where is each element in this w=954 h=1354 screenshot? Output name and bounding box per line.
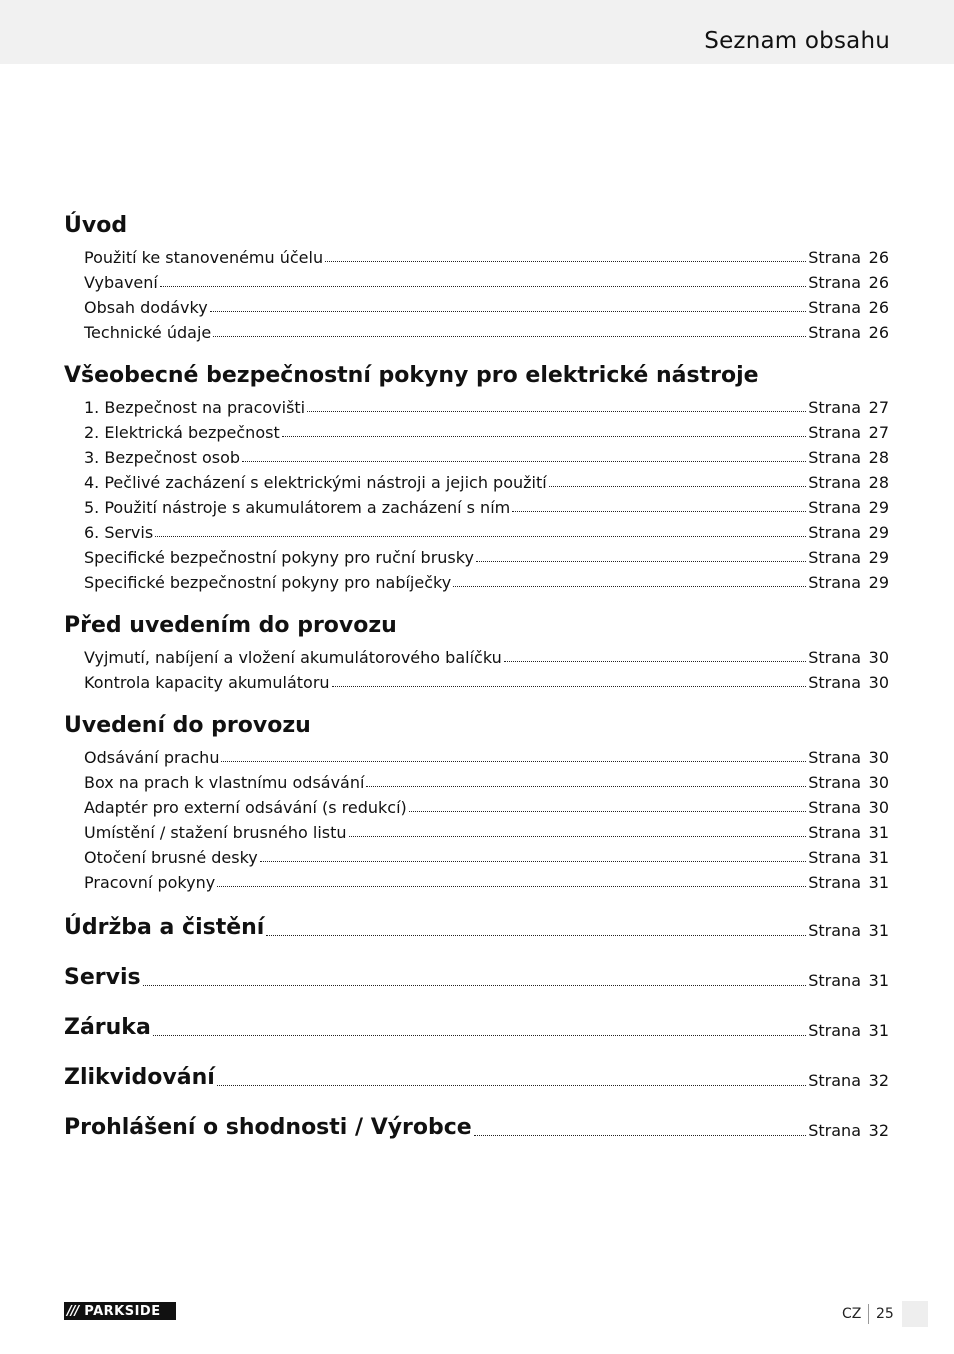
page-word: Strana: [808, 648, 861, 667]
page-number: 26: [868, 298, 889, 317]
page-number: 31: [868, 921, 889, 940]
toc-row-label: Vybavení: [84, 273, 158, 292]
page-number: 31: [868, 1021, 889, 1040]
toc-section-row[interactable]: [64, 1114, 889, 1142]
toc-row[interactable]: [84, 545, 889, 567]
page-number: 30: [868, 648, 889, 667]
page-word: Strana: [808, 523, 861, 542]
toc-row[interactable]: [84, 520, 889, 542]
dot-leader: [512, 511, 806, 512]
dot-leader: [332, 686, 807, 687]
toc-section-row[interactable]: [64, 1064, 889, 1092]
page-word: Strana: [808, 573, 861, 592]
toc-row[interactable]: [84, 495, 889, 517]
dot-leader: [549, 486, 807, 487]
toc-row[interactable]: [84, 270, 889, 292]
page-word: Strana: [808, 773, 861, 792]
toc-row[interactable]: [84, 570, 889, 592]
toc-section-row[interactable]: [64, 914, 889, 942]
dot-leader: [476, 561, 806, 562]
dot-leader: [155, 536, 806, 537]
page-number: 30: [868, 748, 889, 767]
dot-leader: [153, 1035, 806, 1036]
dot-leader: [160, 286, 806, 287]
dot-leader: [325, 261, 806, 262]
page-word: Strana: [808, 798, 861, 817]
toc-section-row[interactable]: [64, 964, 889, 992]
dot-leader: [504, 661, 807, 662]
section-title-declaration: Prohlášení o shodnosti / Výrobce: [64, 1115, 472, 1140]
page-word: Strana: [808, 398, 861, 417]
page-word: Strana: [808, 423, 861, 442]
section-title-operation: Uvedení do provozu: [64, 713, 311, 738]
dot-leader: [453, 586, 806, 587]
toc-row-label: Vyjmutí, nabíjení a vložení akumulátorového balíčku: [84, 648, 502, 667]
page-word: Strana: [808, 273, 861, 292]
toc-row-label: Obsah dodávky: [84, 298, 208, 317]
dot-leader: [242, 461, 806, 462]
page-word: Strana: [808, 1021, 861, 1040]
parkside-logo: [64, 1302, 176, 1320]
section-title-before-use: Před uvedením do provozu: [64, 613, 397, 638]
page-number: 29: [868, 523, 889, 542]
dot-leader: [217, 886, 806, 887]
page-number: 28: [868, 448, 889, 467]
toc-row[interactable]: [84, 870, 889, 892]
page-number: 27: [868, 423, 889, 442]
page-number: 30: [868, 798, 889, 817]
dot-leader: [260, 861, 806, 862]
toc-row[interactable]: [84, 320, 889, 342]
toc-row-label: 1. Bezpečnost na pracovišti: [84, 398, 306, 417]
page-number: 31: [868, 971, 889, 990]
page-word: Strana: [808, 448, 861, 467]
page-number: 31: [868, 848, 889, 867]
page-number: 29: [868, 548, 889, 567]
toc-row[interactable]: [84, 645, 889, 667]
page-word: Strana: [808, 248, 861, 267]
toc-row-label: Umístění / stažení brusného listu: [84, 823, 347, 842]
toc-row[interactable]: [84, 845, 889, 867]
page-number: 26: [868, 323, 889, 342]
section-title-service: Servis: [64, 965, 141, 990]
toc-row-label: 5. Použití nástroje s akumulátorem a zacházení s ním: [84, 498, 511, 517]
page-word: Strana: [808, 548, 861, 567]
toc-row[interactable]: [84, 295, 889, 317]
dot-leader: [221, 761, 806, 762]
logo-text: PARKSIDE: [84, 1303, 161, 1319]
toc-row-label: 6. Servis: [84, 523, 154, 542]
dot-leader: [213, 336, 806, 337]
toc-section-row[interactable]: [64, 1014, 889, 1042]
toc-row[interactable]: [84, 395, 889, 417]
page-title: Seznam obsahu: [704, 28, 890, 54]
page-word: Strana: [808, 823, 861, 842]
section-title-uvod: Úvod: [64, 213, 128, 238]
toc-row[interactable]: [84, 245, 889, 267]
toc-row[interactable]: [84, 745, 889, 767]
toc-row[interactable]: [84, 795, 889, 817]
page-word: Strana: [808, 921, 861, 940]
toc-row-label: 3. Bezpečnost osob: [84, 448, 241, 467]
page-word: Strana: [808, 498, 861, 517]
page-number: 26: [868, 273, 889, 292]
dot-leader: [282, 436, 807, 437]
toc-row-label: 4. Pečlivé zacházení s elektrickými nástroji a jejich použití: [84, 473, 547, 492]
toc-row[interactable]: [84, 470, 889, 492]
page-number: 32: [868, 1071, 889, 1090]
dot-leader: [307, 411, 806, 412]
dot-leader: [143, 985, 807, 986]
page-number: 28: [868, 473, 889, 492]
section-title-maintenance: Údržba a čistění: [64, 915, 265, 940]
section-title-warranty: Záruka: [64, 1015, 151, 1040]
toc-row[interactable]: [84, 820, 889, 842]
dot-leader: [409, 811, 806, 812]
toc-row-label: Technické údaje: [84, 323, 212, 342]
footer-tab-box: [902, 1301, 928, 1327]
page-number-footer: 25: [876, 1306, 894, 1322]
page-word: Strana: [808, 473, 861, 492]
page-number: 29: [868, 573, 889, 592]
dot-leader: [266, 935, 806, 936]
dot-leader: [474, 1135, 807, 1136]
toc-row[interactable]: [84, 670, 889, 692]
toc-row[interactable]: [84, 445, 889, 467]
page-number: 30: [868, 773, 889, 792]
toc-row-label: Specifické bezpečnostní pokyny pro ruční brusky: [84, 548, 474, 567]
toc-row-label: Specifické bezpečnostní pokyny pro nabíječky: [84, 573, 452, 592]
page-word: Strana: [808, 971, 861, 990]
dot-leader: [366, 786, 806, 787]
toc-row[interactable]: [84, 420, 889, 442]
dot-leader: [210, 311, 807, 312]
toc-row-label: Adaptér pro externí odsávání (s redukcí): [84, 798, 407, 817]
toc-row-label: Kontrola kapacity akumulátoru: [84, 673, 330, 692]
section-title-disposal: Zlikvidování: [64, 1065, 215, 1090]
page-number: 26: [868, 248, 889, 267]
toc-row-label: 2. Elektrická bezpečnost: [84, 423, 280, 442]
dot-leader: [217, 1085, 806, 1086]
page-word: Strana: [808, 1121, 861, 1140]
page-number: 32: [868, 1121, 889, 1140]
toc-row-label: Odsávání prachu: [84, 748, 220, 767]
toc-row-label: Otočení brusné desky: [84, 848, 258, 867]
page-word: Strana: [808, 673, 861, 692]
toc-row-label: Pracovní pokyny: [84, 873, 216, 892]
toc-row-label: Box na prach k vlastnímu odsávání: [84, 773, 365, 792]
toc-row[interactable]: [84, 770, 889, 792]
page-number: 31: [868, 873, 889, 892]
page-number: 31: [868, 823, 889, 842]
page-word: Strana: [808, 748, 861, 767]
page-number: 30: [868, 673, 889, 692]
language-code: CZ: [842, 1306, 862, 1322]
page-word: Strana: [808, 323, 861, 342]
page-number: 27: [868, 398, 889, 417]
footer-divider: [868, 1304, 869, 1324]
page-word: Strana: [808, 1071, 861, 1090]
dot-leader: [349, 836, 807, 837]
page-word: Strana: [808, 298, 861, 317]
page-number: 29: [868, 498, 889, 517]
page-word: Strana: [808, 848, 861, 867]
section-title-safety: Všeobecné bezpečnostní pokyny pro elektrické nástroje: [64, 363, 759, 388]
logo-slashes-icon: ///: [67, 1303, 79, 1319]
toc-row-label: Použití ke stanovenému účelu: [84, 248, 324, 267]
page-word: Strana: [808, 873, 861, 892]
